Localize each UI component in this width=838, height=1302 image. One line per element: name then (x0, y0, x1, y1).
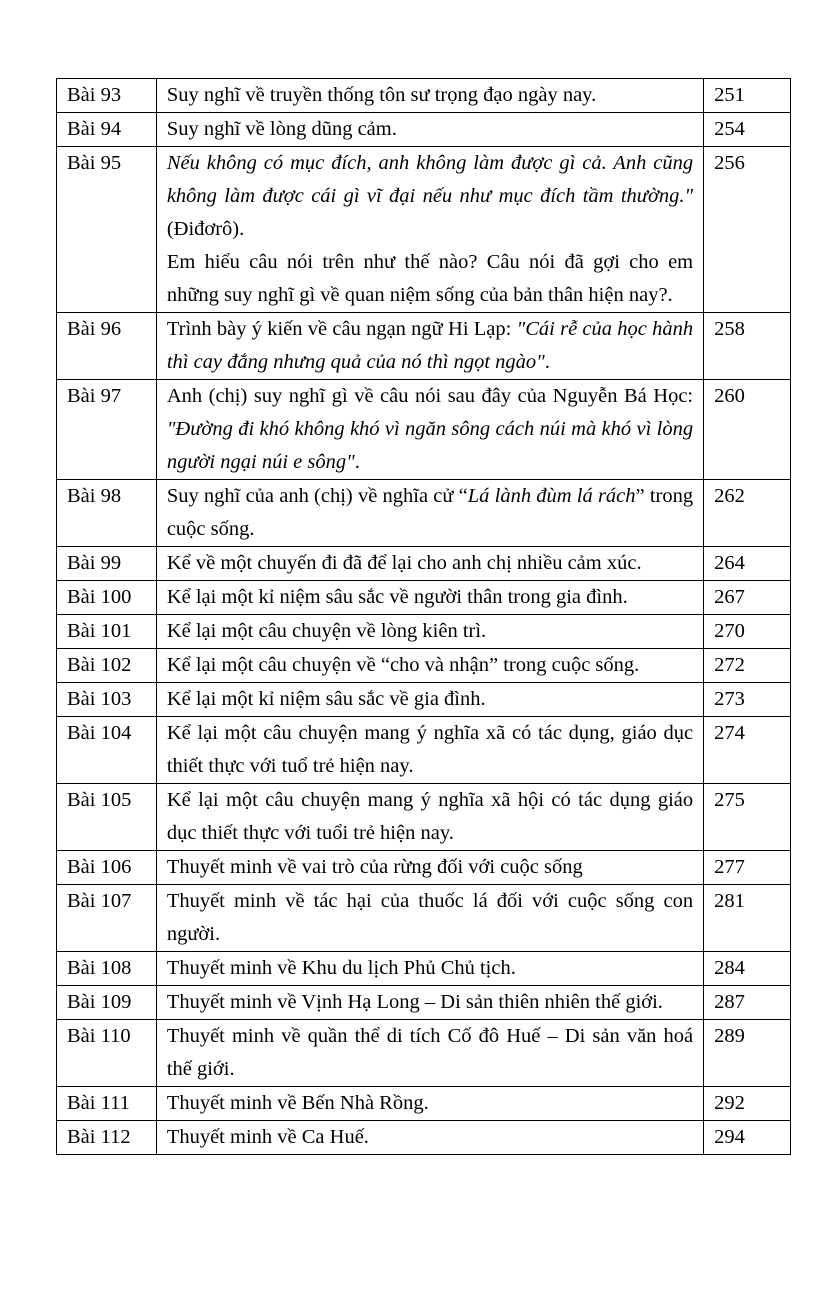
table-row (57, 1087, 791, 1121)
text-segment: Kể lại một câu chuyện mang ý nghĩa xã có tác dụng, giáo dục thiết thực với tuổ trẻ hiện nay. (166, 722, 694, 777)
text-segment: Trình bày ý kiến về câu ngạn ngữ Hi Lạp: (166, 318, 517, 340)
lesson-number: Bài 105 (57, 784, 157, 851)
text-segment: Thuyết minh về Khu du lịch Phủ Chủ tịch. (166, 957, 516, 979)
lesson-number: Bài 112 (57, 1121, 157, 1155)
page-number: 254 (704, 113, 791, 147)
page-number: 281 (704, 885, 791, 952)
text-segment: . (544, 351, 550, 373)
title-paragraph (167, 851, 693, 884)
text-segment: Nếu không có mục đích, anh không làm được gì cả. Anh cũng không làm được cái gì vĩ đại nếu như mục đích tầm thường." (166, 152, 694, 207)
table-row (57, 717, 791, 784)
text-segment: Thuyết minh về quần thể di tích Cố đô Huế – Di sản văn hoá thế giới. (166, 1025, 694, 1080)
lesson-title (156, 147, 703, 313)
table-row (57, 313, 791, 380)
text-segment: "Cái rễ của học hành thì cay đắng nhưng quả của nó thì ngọt ngào" (166, 318, 694, 373)
lesson-title (156, 113, 703, 147)
table-row (57, 1121, 791, 1155)
title-paragraph (167, 649, 693, 682)
lesson-title (156, 581, 703, 615)
text-segment: Em hiểu câu nói trên như thế nào? Câu nói đã gợi cho em những suy nghĩ gì về quan niệm sống của bản thân hiện nay?. (166, 251, 694, 306)
text-segment: Thuyết minh về Ca Huế. (166, 1126, 369, 1148)
title-paragraph (167, 615, 693, 648)
lesson-number: Bài 98 (57, 480, 157, 547)
table-row (57, 480, 791, 547)
lesson-number: Bài 111 (57, 1087, 157, 1121)
lesson-number: Bài 95 (57, 147, 157, 313)
page-number: 274 (704, 717, 791, 784)
page-number: 287 (704, 986, 791, 1020)
title-paragraph (167, 547, 693, 580)
text-segment: Thuyết minh về tác hại của thuốc lá đối với cuộc sống con người. (166, 890, 694, 945)
page-number: 292 (704, 1087, 791, 1121)
lesson-number: Bài 93 (57, 79, 157, 113)
lesson-title (156, 1121, 703, 1155)
table-row (57, 986, 791, 1020)
title-paragraph (167, 581, 693, 614)
text-segment: Suy nghĩ của anh (chị) về nghĩa cử “ (166, 485, 468, 507)
lesson-title (156, 480, 703, 547)
title-paragraph (167, 885, 693, 951)
lesson-number: Bài 109 (57, 986, 157, 1020)
lesson-title (156, 649, 703, 683)
text-segment: Thuyết minh về vai trò của rừng đối với cuộc sống (166, 856, 583, 878)
text-segment: Anh (chị) suy nghĩ gì về câu nói sau đây của Nguyễn Bá Học: (166, 385, 694, 407)
title-paragraph (167, 147, 693, 246)
page-number: 277 (704, 851, 791, 885)
table-row (57, 79, 791, 113)
lesson-title (156, 986, 703, 1020)
text-segment: Thuyết minh về Vịnh Hạ Long – Di sản thiên nhiên thế giới. (166, 991, 663, 1013)
lesson-number: Bài 102 (57, 649, 157, 683)
text-segment: Kể lại một kỉ niệm sâu sắc về người thân trong gia đình. (166, 586, 628, 608)
lesson-title (156, 79, 703, 113)
text-segment: Kể lại một câu chuyện về “cho và nhận” trong cuộc sống. (166, 654, 640, 676)
table-row (57, 784, 791, 851)
title-paragraph (167, 952, 693, 985)
table-row (57, 147, 791, 313)
page-number: 260 (704, 380, 791, 480)
page-number: 270 (704, 615, 791, 649)
text-segment: (Điđơrô). (166, 218, 245, 240)
page-number: 258 (704, 313, 791, 380)
lesson-title (156, 784, 703, 851)
text-segment: Suy nghĩ về truyền thống tôn sư trọng đạo ngày nay. (166, 84, 597, 106)
title-paragraph (167, 1087, 693, 1120)
lesson-number: Bài 103 (57, 683, 157, 717)
table-row (57, 1020, 791, 1087)
page-number: 272 (704, 649, 791, 683)
lesson-title (156, 1020, 703, 1087)
table-row (57, 113, 791, 147)
title-paragraph (167, 313, 693, 379)
lesson-title (156, 615, 703, 649)
text-segment: Kể lại một câu chuyện về lòng kiên trì. (166, 620, 487, 642)
table-row (57, 952, 791, 986)
lesson-number: Bài 104 (57, 717, 157, 784)
page-number: 262 (704, 480, 791, 547)
table-row (57, 615, 791, 649)
page-number: 294 (704, 1121, 791, 1155)
table-row (57, 649, 791, 683)
table-row (57, 885, 791, 952)
title-paragraph (167, 683, 693, 716)
lesson-title (156, 313, 703, 380)
lesson-number: Bài 96 (57, 313, 157, 380)
page-number: 251 (704, 79, 791, 113)
page-number: 273 (704, 683, 791, 717)
lesson-title (156, 717, 703, 784)
text-segment: Kể lại một kỉ niệm sâu sắc về gia đình. (166, 688, 486, 710)
title-paragraph (167, 246, 693, 312)
lesson-number: Bài 99 (57, 547, 157, 581)
text-segment: Kể về một chuyến đi đã để lại cho anh chị nhiều cảm xúc. (166, 552, 642, 574)
text-segment: Suy nghĩ về lòng dũng cảm. (166, 118, 397, 140)
text-segment: "Đường đi khó không khó vì ngăn sông cách núi mà khó vì lòng người ngại núi e sông" (166, 418, 694, 473)
title-paragraph (167, 986, 693, 1019)
lesson-title (156, 380, 703, 480)
lesson-number: Bài 101 (57, 615, 157, 649)
page-number: 284 (704, 952, 791, 986)
page-number: 264 (704, 547, 791, 581)
lesson-number: Bài 97 (57, 380, 157, 480)
title-paragraph (167, 380, 693, 479)
title-paragraph (167, 113, 693, 146)
lesson-title (156, 851, 703, 885)
text-segment: Thuyết minh về Bến Nhà Rồng. (166, 1092, 429, 1114)
text-segment: . (354, 451, 360, 473)
lesson-title (156, 547, 703, 581)
lesson-number: Bài 108 (57, 952, 157, 986)
table-row (57, 581, 791, 615)
title-paragraph (167, 480, 693, 546)
lesson-number: Bài 110 (57, 1020, 157, 1087)
table-row (57, 547, 791, 581)
lesson-title (156, 952, 703, 986)
page-number: 289 (704, 1020, 791, 1087)
text-segment: ” trong cuộc sống. (166, 485, 694, 540)
table-row (57, 683, 791, 717)
lesson-number: Bài 100 (57, 581, 157, 615)
title-paragraph (167, 1121, 693, 1154)
page-number: 256 (704, 147, 791, 313)
table-row (57, 851, 791, 885)
lesson-title (156, 1087, 703, 1121)
lesson-number: Bài 106 (57, 851, 157, 885)
lesson-title (156, 885, 703, 952)
page-number: 275 (704, 784, 791, 851)
lesson-number: Bài 94 (57, 113, 157, 147)
lesson-title (156, 683, 703, 717)
page-number: 267 (704, 581, 791, 615)
title-paragraph (167, 717, 693, 783)
table-of-contents (56, 78, 791, 1155)
title-paragraph (167, 784, 693, 850)
title-paragraph (167, 1020, 693, 1086)
text-segment: Lá lành đùm lá rách (467, 485, 636, 507)
lesson-number: Bài 107 (57, 885, 157, 952)
text-segment: Kể lại một câu chuyện mang ý nghĩa xã hội có tác dụng giáo dục thiết thực với tuổi trẻ hiện nay. (166, 789, 694, 844)
table-row (57, 380, 791, 480)
title-paragraph (167, 79, 693, 112)
